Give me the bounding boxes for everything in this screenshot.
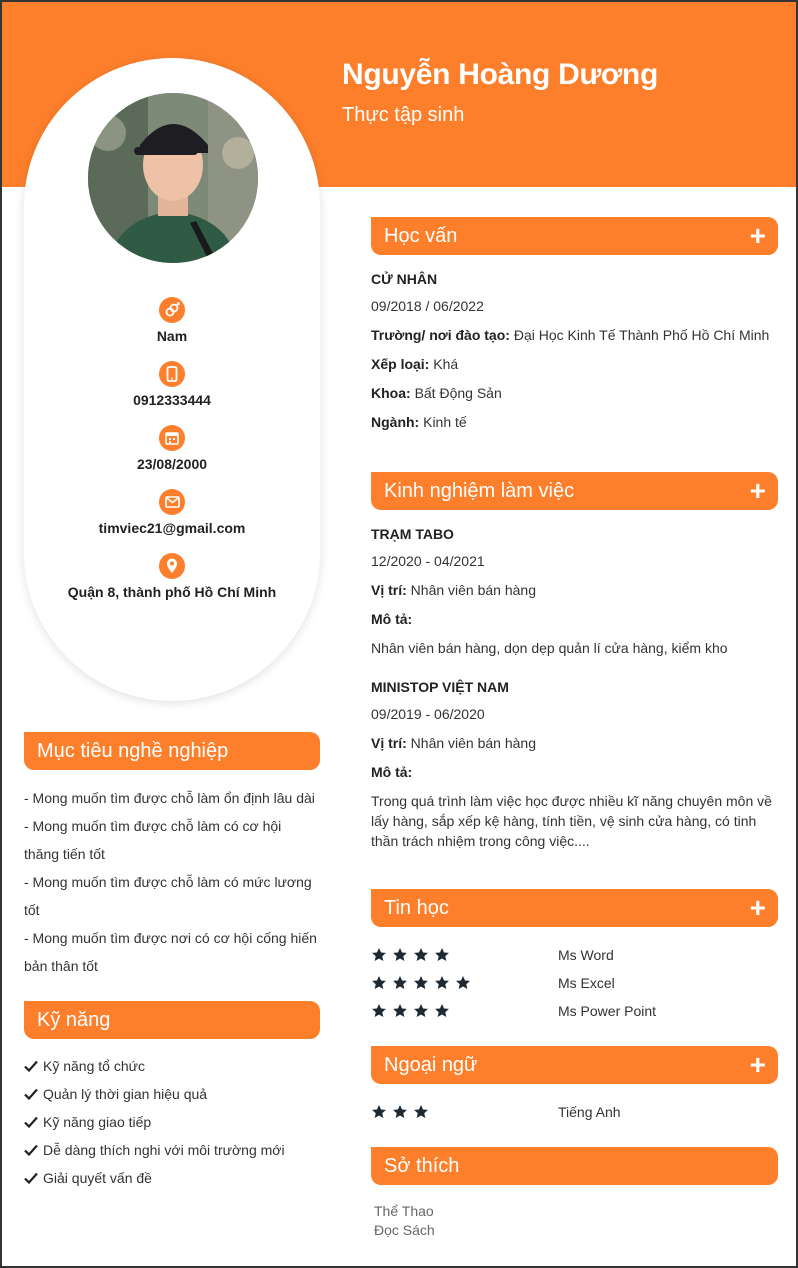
objective-list — [24, 784, 320, 980]
skills-heading-text: Kỹ năng — [37, 1009, 111, 1031]
star-icon — [392, 1003, 408, 1019]
check-icon — [24, 1144, 38, 1156]
school-label: Trường/ nơi đào tạo: — [371, 327, 510, 343]
email-icon — [159, 489, 185, 515]
check-icon — [24, 1116, 38, 1128]
job-description: Nhân viên bán hàng, dọn dẹp quản lí cửa hàng, kiểm kho — [371, 640, 728, 656]
job-period: 12/2020 - 04/2021 — [371, 553, 485, 569]
it-skill-name: Ms Excel — [558, 975, 615, 991]
skill-label: Quản lý thời gian hiệu quả — [43, 1086, 208, 1102]
birthday-value: 23/08/2000 — [136, 456, 208, 472]
star-icon — [371, 1104, 387, 1120]
skill-label: Kỹ năng tổ chức — [43, 1058, 145, 1074]
skill-item — [24, 1142, 285, 1158]
job-description: Trong quá trình làm việc học được nhiều kĩ năng chuyên môn về lấy hàng, sắp xếp kệ hàng, tính tiền, vệ sinh cửa hàng, có tinh thần trách nhiệm trong công việc.... — [371, 793, 772, 849]
gender-icon — [159, 297, 185, 323]
star-icon — [392, 1104, 408, 1120]
faculty-value: Bất Động Sản — [414, 385, 502, 401]
major-value: Kinh tế — [423, 414, 467, 430]
email-item — [24, 489, 320, 536]
star-rating — [371, 947, 455, 963]
hobbies-heading — [371, 1147, 778, 1185]
objective-line: - Mong muốn tìm được chỗ làm ổn định lâu dài — [24, 790, 315, 806]
job-desc-label: Mô tả: — [371, 611, 413, 627]
star-icon — [434, 975, 450, 991]
gender-item — [24, 297, 320, 344]
major-label: Ngành: — [371, 414, 420, 430]
faculty-label: Khoa: — [371, 385, 411, 401]
job-company: MINISTOP VIỆT NAM — [371, 679, 509, 695]
birthday-item — [24, 425, 320, 472]
phone-value: 0912333444 — [133, 392, 211, 408]
star-icon — [413, 1104, 429, 1120]
star-icon — [434, 1003, 450, 1019]
objective-heading-text: Mục tiêu nghề nghiệp — [37, 740, 229, 762]
it-heading-text: Tin học — [384, 897, 449, 919]
position-label: Vị trí: — [371, 735, 407, 751]
language-name: Tiếng Anh — [558, 1104, 621, 1120]
address-value: Quận 8, thành phố Hồ Chí Minh — [67, 584, 277, 600]
email-value[interactable]: timviec21@gmail.com — [98, 520, 246, 536]
languages-heading — [371, 1046, 778, 1084]
check-icon — [24, 1172, 38, 1184]
star-icon — [434, 947, 450, 963]
it-add-button[interactable]: + — [749, 892, 766, 923]
star-icon — [371, 1003, 387, 1019]
star-icon — [392, 947, 408, 963]
job-position — [371, 735, 536, 751]
hobby-item: Thể Thao — [374, 1203, 434, 1219]
phone-icon — [159, 361, 185, 387]
education-faculty — [371, 385, 502, 401]
candidate-title: Thực tập sinh — [342, 104, 465, 126]
it-skill-name: Ms Word — [558, 947, 614, 963]
experience-heading — [371, 472, 778, 510]
address-item — [24, 553, 320, 600]
skill-item — [24, 1058, 145, 1074]
star-icon — [413, 947, 429, 963]
hobby-item: Đọc Sách — [374, 1222, 435, 1238]
position-value: Nhân viên bán hàng — [410, 735, 536, 751]
star-icon — [413, 975, 429, 991]
job-period: 09/2019 - 06/2020 — [371, 706, 485, 722]
education-rank — [371, 356, 458, 372]
languages-add-button[interactable]: + — [749, 1049, 766, 1080]
gender-value: Nam — [156, 328, 188, 344]
avatar — [88, 93, 258, 263]
experience-add-button[interactable]: + — [749, 475, 766, 506]
skills-heading — [24, 1001, 320, 1039]
education-heading — [371, 217, 778, 255]
star-icon — [371, 947, 387, 963]
calendar-icon — [159, 425, 185, 451]
objective-line: - Mong muốn tìm được nơi có cơ hội cống hiến bản thân tốt — [24, 930, 317, 974]
candidate-name: Nguyễn Hoàng Dương — [342, 58, 658, 91]
education-heading-text: Học vấn — [384, 225, 458, 247]
it-heading — [371, 889, 778, 927]
skill-item — [24, 1170, 152, 1186]
rank-label: Xếp loại: — [371, 356, 430, 372]
objective-heading — [24, 732, 320, 770]
star-icon — [413, 1003, 429, 1019]
star-rating — [371, 975, 476, 991]
check-icon — [24, 1088, 38, 1100]
job-company: TRẠM TABO — [371, 526, 454, 542]
education-period: 09/2018 / 06/2022 — [371, 298, 484, 314]
position-label: Vị trí: — [371, 582, 407, 598]
education-degree: CỬ NHÂN — [371, 271, 438, 287]
check-icon — [24, 1060, 38, 1072]
school-value: Đại Học Kinh Tế Thành Phố Hồ Chí Minh — [513, 327, 770, 343]
skill-item — [24, 1114, 151, 1130]
skill-label: Giải quyết vấn đề — [43, 1170, 152, 1186]
star-icon — [392, 975, 408, 991]
education-major — [371, 414, 467, 430]
job-position — [371, 582, 536, 598]
languages-heading-text: Ngoại ngữ — [384, 1054, 478, 1076]
education-school — [371, 327, 769, 343]
objective-line: - Mong muốn tìm được chỗ làm có mức lương tốt — [24, 874, 312, 918]
phone-item — [24, 361, 320, 408]
experience-heading-text: Kinh nghiệm làm việc — [384, 480, 575, 502]
education-add-button[interactable]: + — [749, 220, 766, 251]
avatar-photo — [88, 93, 258, 263]
star-rating — [371, 1104, 434, 1120]
position-value: Nhân viên bán hàng — [410, 582, 536, 598]
objective-line: - Mong muốn tìm được chỗ làm có cơ hội thăng tiến tốt — [24, 818, 282, 862]
star-icon — [371, 975, 387, 991]
skill-label: Dễ dàng thích nghi với môi trường mới — [43, 1142, 285, 1158]
star-rating — [371, 1003, 455, 1019]
skill-item — [24, 1086, 207, 1102]
it-skill-name: Ms Power Point — [558, 1003, 657, 1019]
job-desc-label: Mô tả: — [371, 764, 413, 780]
location-pin-icon — [159, 553, 185, 579]
hobbies-heading-text: Sở thích — [384, 1155, 460, 1177]
star-icon — [455, 975, 471, 991]
skill-label: Kỹ năng giao tiếp — [43, 1114, 152, 1130]
rank-value: Khá — [433, 356, 459, 372]
